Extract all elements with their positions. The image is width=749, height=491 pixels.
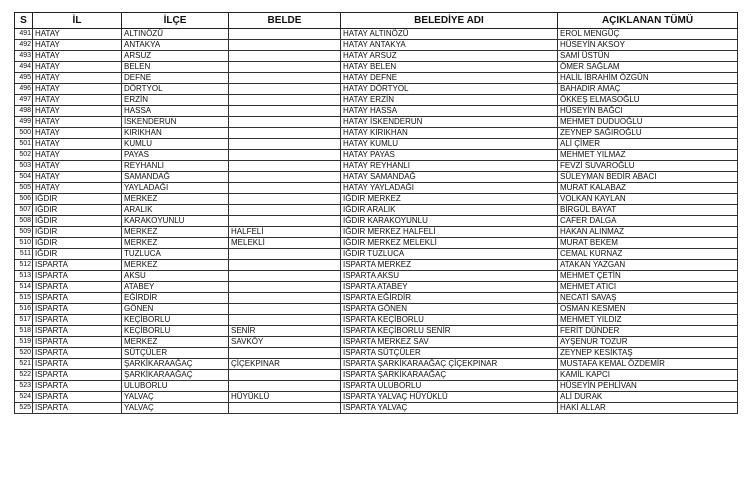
town-cell: MELEKLİ bbox=[229, 238, 341, 249]
winner-cell: ÖMER SAĞLAM bbox=[558, 62, 738, 73]
municipality-cell: ISPARTA ŞARKİKARAAĞAÇ ÇİÇEKPINAR bbox=[341, 359, 558, 370]
table-row bbox=[15, 73, 738, 84]
municipality-cell: ISPARTA KEÇİBORLU bbox=[341, 315, 558, 326]
table-row bbox=[15, 51, 738, 62]
row-number: 522 bbox=[15, 370, 33, 381]
district-cell: MERKEZ bbox=[122, 194, 229, 205]
municipality-cell: HATAY İSKENDERUN bbox=[341, 117, 558, 128]
district-cell: MERKEZ bbox=[122, 337, 229, 348]
district-cell: DÖRTYOL bbox=[122, 84, 229, 95]
province-cell: HATAY bbox=[33, 139, 122, 150]
province-cell: IĞDIR bbox=[33, 216, 122, 227]
municipality-cell: ISPARTA YALVAÇ bbox=[341, 403, 558, 414]
winner-cell: CEMAL KURNAZ bbox=[558, 249, 738, 260]
table-row bbox=[15, 161, 738, 172]
table-row bbox=[15, 260, 738, 271]
district-cell: ARALIK bbox=[122, 205, 229, 216]
winner-cell: KAMİL KAPCI bbox=[558, 370, 738, 381]
district-cell: DEFNE bbox=[122, 73, 229, 84]
municipality-cell: IĞDIR KARAKOYUNLU bbox=[341, 216, 558, 227]
district-cell: YALVAÇ bbox=[122, 392, 229, 403]
row-number: 517 bbox=[15, 315, 33, 326]
table-row bbox=[15, 29, 738, 40]
town-cell bbox=[229, 139, 341, 150]
winner-cell: MURAT KALABAZ bbox=[558, 183, 738, 194]
winner-cell: HAKİ ALLAR bbox=[558, 403, 738, 414]
municipality-cell: HATAY PAYAS bbox=[341, 150, 558, 161]
province-cell: ISPARTA bbox=[33, 326, 122, 337]
province-cell: ISPARTA bbox=[33, 293, 122, 304]
winner-cell: ATAKAN YAZGAN bbox=[558, 260, 738, 271]
province-cell: HATAY bbox=[33, 29, 122, 40]
district-cell: REYHANLI bbox=[122, 161, 229, 172]
row-number: 505 bbox=[15, 183, 33, 194]
table-row bbox=[15, 128, 738, 139]
province-cell: IĞDIR bbox=[33, 249, 122, 260]
table-row bbox=[15, 315, 738, 326]
province-cell: ISPARTA bbox=[33, 392, 122, 403]
table-row bbox=[15, 84, 738, 95]
province-cell: ISPARTA bbox=[33, 359, 122, 370]
province-cell: HATAY bbox=[33, 172, 122, 183]
province-cell: ISPARTA bbox=[33, 403, 122, 414]
district-cell: İSKENDERUN bbox=[122, 117, 229, 128]
winner-cell: CAFER DALGA bbox=[558, 216, 738, 227]
province-cell: IĞDIR bbox=[33, 205, 122, 216]
winner-cell: BAHADIR AMAÇ bbox=[558, 84, 738, 95]
row-number: 498 bbox=[15, 106, 33, 117]
table-header bbox=[15, 13, 738, 29]
col-header-ilce: İLÇE bbox=[122, 13, 229, 29]
municipality-cell: HATAY ANTAKYA bbox=[341, 40, 558, 51]
winner-cell: MEHMET DUDUOĞLU bbox=[558, 117, 738, 128]
municipality-cell: IĞDIR ARALIK bbox=[341, 205, 558, 216]
winner-cell: SÜLEYMAN BEDİR ABACI bbox=[558, 172, 738, 183]
table-row bbox=[15, 359, 738, 370]
province-cell: HATAY bbox=[33, 161, 122, 172]
winner-cell: ZEYNEP SAĞIROĞLU bbox=[558, 128, 738, 139]
table-row bbox=[15, 370, 738, 381]
col-header-s: S bbox=[15, 13, 33, 29]
winner-cell: MURAT BEKEM bbox=[558, 238, 738, 249]
district-cell: KUMLU bbox=[122, 139, 229, 150]
row-number: 513 bbox=[15, 271, 33, 282]
row-number: 504 bbox=[15, 172, 33, 183]
district-cell: KEÇİBORLU bbox=[122, 326, 229, 337]
table-row bbox=[15, 249, 738, 260]
table-row bbox=[15, 304, 738, 315]
province-cell: HATAY bbox=[33, 117, 122, 128]
municipality-cell: HATAY KIRIKHAN bbox=[341, 128, 558, 139]
province-cell: ISPARTA bbox=[33, 370, 122, 381]
municipality-cell: ISPARTA ULUBORLU bbox=[341, 381, 558, 392]
winner-cell: MUSTAFA KEMAL ÖZDEMİR bbox=[558, 359, 738, 370]
row-number: 499 bbox=[15, 117, 33, 128]
town-cell bbox=[229, 194, 341, 205]
town-cell bbox=[229, 403, 341, 414]
district-cell: MERKEZ bbox=[122, 260, 229, 271]
district-cell: MERKEZ bbox=[122, 238, 229, 249]
table-row bbox=[15, 205, 738, 216]
winner-cell: SAMİ ÜSTÜN bbox=[558, 51, 738, 62]
town-cell bbox=[229, 62, 341, 73]
row-number: 508 bbox=[15, 216, 33, 227]
town-cell bbox=[229, 348, 341, 359]
town-cell bbox=[229, 293, 341, 304]
col-header-il: İL bbox=[33, 13, 122, 29]
province-cell: HATAY bbox=[33, 62, 122, 73]
row-number: 492 bbox=[15, 40, 33, 51]
district-cell: ŞARKİKARAAĞAÇ bbox=[122, 359, 229, 370]
town-cell bbox=[229, 117, 341, 128]
table-row bbox=[15, 40, 738, 51]
row-number: 495 bbox=[15, 73, 33, 84]
district-cell: SAMANDAĞ bbox=[122, 172, 229, 183]
municipality-cell: ISPARTA KEÇİBORLU SENİR bbox=[341, 326, 558, 337]
table-row bbox=[15, 238, 738, 249]
town-cell bbox=[229, 84, 341, 95]
province-cell: HATAY bbox=[33, 106, 122, 117]
table-row bbox=[15, 172, 738, 183]
winner-cell: HALİL İBRAHİM ÖZGÜN bbox=[558, 73, 738, 84]
table-row bbox=[15, 95, 738, 106]
municipality-cell: HATAY KUMLU bbox=[341, 139, 558, 150]
table-row bbox=[15, 62, 738, 73]
winner-cell: BİRGÜL BAYAT bbox=[558, 205, 738, 216]
col-header-belde: BELDE bbox=[229, 13, 341, 29]
municipality-cell: HATAY DÖRTYOL bbox=[341, 84, 558, 95]
table-row bbox=[15, 403, 738, 414]
row-number: 511 bbox=[15, 249, 33, 260]
table-row bbox=[15, 348, 738, 359]
town-cell bbox=[229, 216, 341, 227]
row-number: 501 bbox=[15, 139, 33, 150]
district-cell: ERZİN bbox=[122, 95, 229, 106]
winner-cell: HÜSEYİN AKSOY bbox=[558, 40, 738, 51]
province-cell: ISPARTA bbox=[33, 337, 122, 348]
winner-cell: FEVZİ SUVAROĞLU bbox=[558, 161, 738, 172]
header-row bbox=[15, 13, 738, 29]
town-cell bbox=[229, 29, 341, 40]
province-cell: HATAY bbox=[33, 183, 122, 194]
town-cell bbox=[229, 183, 341, 194]
province-cell: HATAY bbox=[33, 73, 122, 84]
town-cell bbox=[229, 172, 341, 183]
province-cell: HATAY bbox=[33, 95, 122, 106]
province-cell: ISPARTA bbox=[33, 260, 122, 271]
district-cell: MERKEZ bbox=[122, 227, 229, 238]
district-cell: EĞİRDİR bbox=[122, 293, 229, 304]
town-cell: HALFELİ bbox=[229, 227, 341, 238]
municipality-cell: IĞDIR MERKEZ bbox=[341, 194, 558, 205]
town-cell bbox=[229, 304, 341, 315]
row-number: 523 bbox=[15, 381, 33, 392]
table-row bbox=[15, 337, 738, 348]
municipality-cell: HATAY ARSUZ bbox=[341, 51, 558, 62]
table-row bbox=[15, 381, 738, 392]
row-number: 500 bbox=[15, 128, 33, 139]
winner-cell: VOLKAN KAYLAN bbox=[558, 194, 738, 205]
row-number: 521 bbox=[15, 359, 33, 370]
town-cell: ÇİÇEKPINAR bbox=[229, 359, 341, 370]
town-cell: HÜYÜKLÜ bbox=[229, 392, 341, 403]
municipality-cell: ISPARTA ATABEY bbox=[341, 282, 558, 293]
district-cell: YALVAÇ bbox=[122, 403, 229, 414]
table-row bbox=[15, 183, 738, 194]
province-cell: IĞDIR bbox=[33, 194, 122, 205]
table-row bbox=[15, 227, 738, 238]
row-number: 510 bbox=[15, 238, 33, 249]
winner-cell: NECATİ SAVAŞ bbox=[558, 293, 738, 304]
district-cell: BELEN bbox=[122, 62, 229, 73]
winner-cell: OSMAN KESMEN bbox=[558, 304, 738, 315]
row-number: 494 bbox=[15, 62, 33, 73]
district-cell: HASSA bbox=[122, 106, 229, 117]
district-cell: ATABEY bbox=[122, 282, 229, 293]
municipality-cell: ISPARTA EĞİRDİR bbox=[341, 293, 558, 304]
municipality-cell: IĞDIR MERKEZ HALFELİ bbox=[341, 227, 558, 238]
district-cell: ANTAKYA bbox=[122, 40, 229, 51]
row-number: 497 bbox=[15, 95, 33, 106]
district-cell: GÖNEN bbox=[122, 304, 229, 315]
winner-cell: MEHMET YILDIZ bbox=[558, 315, 738, 326]
district-cell: AKSU bbox=[122, 271, 229, 282]
province-cell: HATAY bbox=[33, 128, 122, 139]
town-cell bbox=[229, 106, 341, 117]
town-cell bbox=[229, 73, 341, 84]
row-number: 512 bbox=[15, 260, 33, 271]
row-number: 518 bbox=[15, 326, 33, 337]
row-number: 516 bbox=[15, 304, 33, 315]
row-number: 509 bbox=[15, 227, 33, 238]
town-cell bbox=[229, 260, 341, 271]
district-cell: SÜTÇÜLER bbox=[122, 348, 229, 359]
province-cell: HATAY bbox=[33, 150, 122, 161]
row-number: 496 bbox=[15, 84, 33, 95]
winner-cell: MEHMET ATICI bbox=[558, 282, 738, 293]
town-cell: SAVKÖY bbox=[229, 337, 341, 348]
winner-cell: HÜSEYİN PEHLİVAN bbox=[558, 381, 738, 392]
municipality-cell: ISPARTA ŞARKİKARAAĞAÇ bbox=[341, 370, 558, 381]
municipality-cell: ISPARTA MERKEZ bbox=[341, 260, 558, 271]
town-cell bbox=[229, 40, 341, 51]
winner-cell: HAKAN ALINMAZ bbox=[558, 227, 738, 238]
municipality-cell: ISPARTA YALVAÇ HÜYÜKLÜ bbox=[341, 392, 558, 403]
municipality-cell: ISPARTA SÜTÇÜLER bbox=[341, 348, 558, 359]
winner-cell: ALİ ÇİMER bbox=[558, 139, 738, 150]
municipality-cell: HATAY BELEN bbox=[341, 62, 558, 73]
province-cell: IĞDIR bbox=[33, 238, 122, 249]
table-body bbox=[15, 29, 738, 414]
district-cell: ALTINÖZÜ bbox=[122, 29, 229, 40]
province-cell: ISPARTA bbox=[33, 304, 122, 315]
town-cell bbox=[229, 249, 341, 260]
table-row bbox=[15, 150, 738, 161]
province-cell: ISPARTA bbox=[33, 271, 122, 282]
municipality-cell: HATAY ERZİN bbox=[341, 95, 558, 106]
table-row bbox=[15, 117, 738, 128]
row-number: 503 bbox=[15, 161, 33, 172]
row-number: 502 bbox=[15, 150, 33, 161]
municipality-cell: HATAY SAMANDAĞ bbox=[341, 172, 558, 183]
col-header-aciklanan-tumu: AÇIKLANAN TÜMÜ bbox=[558, 13, 738, 29]
table-row bbox=[15, 392, 738, 403]
table-row bbox=[15, 326, 738, 337]
municipality-cell: HATAY REYHANLI bbox=[341, 161, 558, 172]
town-cell bbox=[229, 315, 341, 326]
town-cell bbox=[229, 128, 341, 139]
row-number: 507 bbox=[15, 205, 33, 216]
municipality-cell: HATAY YAYLADAĞI bbox=[341, 183, 558, 194]
table-row bbox=[15, 282, 738, 293]
municipality-cell: HATAY HASSA bbox=[341, 106, 558, 117]
district-cell: YAYLADAĞI bbox=[122, 183, 229, 194]
row-number: 524 bbox=[15, 392, 33, 403]
town-cell bbox=[229, 95, 341, 106]
table-row bbox=[15, 216, 738, 227]
municipality-cell: ISPARTA GÖNEN bbox=[341, 304, 558, 315]
table-row bbox=[15, 271, 738, 282]
town-cell bbox=[229, 51, 341, 62]
row-number: 506 bbox=[15, 194, 33, 205]
province-cell: ISPARTA bbox=[33, 315, 122, 326]
district-cell: ULUBORLU bbox=[122, 381, 229, 392]
winner-cell: EROL MENGÜÇ bbox=[558, 29, 738, 40]
district-cell: TUZLUCA bbox=[122, 249, 229, 260]
province-cell: ISPARTA bbox=[33, 282, 122, 293]
province-cell: ISPARTA bbox=[33, 348, 122, 359]
winner-cell: FERİT DÜNDER bbox=[558, 326, 738, 337]
municipality-cell: ISPARTA AKSU bbox=[341, 271, 558, 282]
winner-cell: ZEYNEP KESİKTAŞ bbox=[558, 348, 738, 359]
winner-cell: HÜSEYİN BAĞCI bbox=[558, 106, 738, 117]
row-number: 525 bbox=[15, 403, 33, 414]
town-cell bbox=[229, 161, 341, 172]
municipality-cell: HATAY ALTINÖZÜ bbox=[341, 29, 558, 40]
town-cell: SENİR bbox=[229, 326, 341, 337]
district-cell: ARSUZ bbox=[122, 51, 229, 62]
town-cell bbox=[229, 381, 341, 392]
district-cell: PAYAS bbox=[122, 150, 229, 161]
col-header-belediye-adi: BELEDİYE ADI bbox=[341, 13, 558, 29]
town-cell bbox=[229, 271, 341, 282]
municipality-cell: IĞDIR TUZLUCA bbox=[341, 249, 558, 260]
district-cell: ŞARKİKARAAĞAÇ bbox=[122, 370, 229, 381]
table-row bbox=[15, 106, 738, 117]
district-cell: KEÇİBORLU bbox=[122, 315, 229, 326]
winner-cell: ÖKKEŞ ELMASOĞLU bbox=[558, 95, 738, 106]
winner-cell: MEHMET ÇETİN bbox=[558, 271, 738, 282]
row-number: 491 bbox=[15, 29, 33, 40]
province-cell: HATAY bbox=[33, 51, 122, 62]
district-cell: KIRIKHAN bbox=[122, 128, 229, 139]
municipality-cell: HATAY DEFNE bbox=[341, 73, 558, 84]
municipality-cell: ISPARTA MERKEZ SAV bbox=[341, 337, 558, 348]
table-row bbox=[15, 139, 738, 150]
municipality-cell: IĞDIR MERKEZ MELEKLİ bbox=[341, 238, 558, 249]
town-cell bbox=[229, 370, 341, 381]
province-cell: ISPARTA bbox=[33, 381, 122, 392]
town-cell bbox=[229, 282, 341, 293]
row-number: 515 bbox=[15, 293, 33, 304]
province-cell: IĞDIR bbox=[33, 227, 122, 238]
mayor-results-table bbox=[14, 12, 738, 414]
table-row bbox=[15, 293, 738, 304]
town-cell bbox=[229, 205, 341, 216]
winner-cell: ALİ DURAK bbox=[558, 392, 738, 403]
table-row bbox=[15, 194, 738, 205]
row-number: 514 bbox=[15, 282, 33, 293]
row-number: 493 bbox=[15, 51, 33, 62]
town-cell bbox=[229, 150, 341, 161]
winner-cell: AYŞENUR TOZUR bbox=[558, 337, 738, 348]
province-cell: HATAY bbox=[33, 84, 122, 95]
row-number: 520 bbox=[15, 348, 33, 359]
province-cell: HATAY bbox=[33, 40, 122, 51]
winner-cell: MEHMET YILMAZ bbox=[558, 150, 738, 161]
district-cell: KARAKOYUNLU bbox=[122, 216, 229, 227]
row-number: 519 bbox=[15, 337, 33, 348]
